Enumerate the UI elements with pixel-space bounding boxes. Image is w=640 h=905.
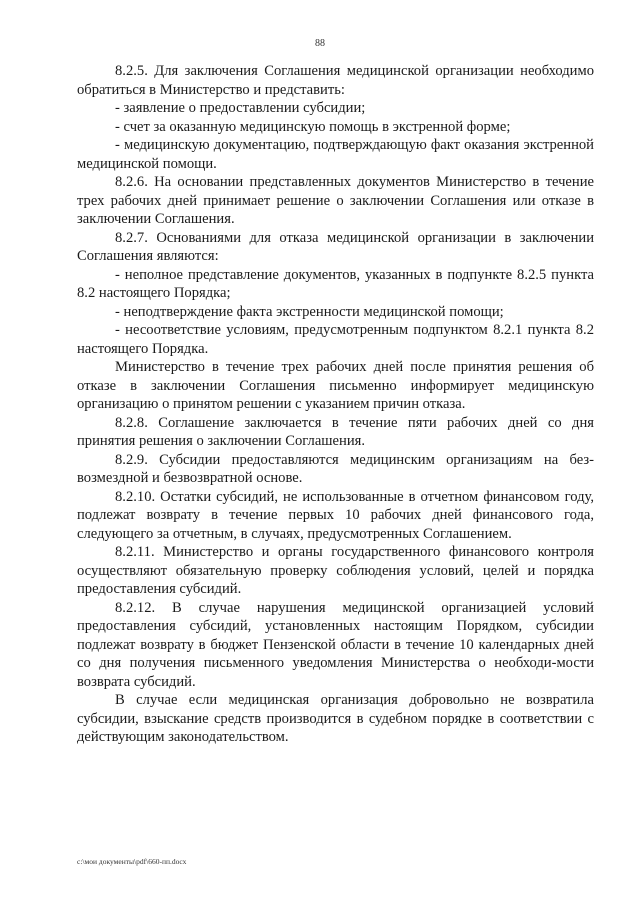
paragraph-8-2-6: 8.2.6. На основании представленных документов Министерство в течение трех рабочих дней принимает решение о заключении Соглашения или отказе в заключении Соглашения. [77, 174, 594, 227]
list-item-application: - заявление о предоставлении субсидии; [115, 100, 366, 116]
list-item-medical-docs: - медицинскую документацию, подтверждающую факт оказания экстренной медицинской помощи. [77, 137, 594, 172]
paragraph-8-2-11: 8.2.11. Министерство и органы государственного финансового контроля осуществляют обязательную проверку соблюдения условий, целей и порядка предоставления субсидий. [77, 544, 594, 597]
paragraph-8-2-12: 8.2.12. В случае нарушения медицинской организацией условий предоставления субсидий, установленных настоящим Порядком, субсидии подлежат возврату в бюджет Пензенской области в течение 10 календарных дней со дня получения письменного уведомления Министерства о необходи-мости возврата субсидий. [77, 599, 594, 690]
list-item-incomplete-docs: - неполное представление документов, указанных в подпункте 8.2.5 пункта 8.2 настоящего Порядка; [77, 266, 594, 301]
paragraph-8-2-5: 8.2.5. Для заключения Соглашения медицинской организации необходимо обратиться в Министерство и представить: [77, 63, 594, 98]
page-number: 88 [315, 38, 325, 49]
paragraph-8-2-9: 8.2.9. Субсидии предоставляются медицинским организациям на без-возмездной и безвозвратной основе. [77, 451, 594, 486]
document-body [77, 62, 594, 747]
footer-file-path: c:\мои документы\pdf\660-пп.docx [77, 857, 187, 866]
list-item-no-emergency: - неподтверждение факта экстренности медицинской помощи; [115, 303, 504, 320]
list-item-nonconformity: - несоответствие условиям, предусмотренным подпунктом 8.2.1 пункта 8.2 настоящего Порядка. [77, 322, 594, 357]
paragraph-recovery: В случае если медицинская организация добровольно не возвратила субсидии, взыскание средств производится в судебном порядке в соответствии с действующим законодательством. [77, 692, 594, 745]
paragraph-8-2-10: 8.2.10. Остатки субсидий, не использованные в отчетном финансовом году, подлежат возврату в течение первых 10 рабочих дней финансового года, следующего за отчетным, в случаях, предусмотренных Соглашением. [77, 488, 594, 542]
paragraph-8-2-7: 8.2.7. Основаниями для отказа медицинской организации в заключении Соглашения являются: [77, 229, 594, 264]
list-item-invoice: - счет за оказанную медицинскую помощь в экстренной форме; [115, 118, 511, 135]
paragraph-refusal-notice: Министерство в течение трех рабочих дней после принятия решения об отказе в заключении Соглашения письменно информирует медицинскую организацию о принятом решении с указанием причин отказа. [77, 359, 594, 412]
paragraph-8-2-8: 8.2.8. Соглашение заключается в течение пяти рабочих дней со дня принятия решения о заключении Соглашения. [77, 414, 594, 449]
